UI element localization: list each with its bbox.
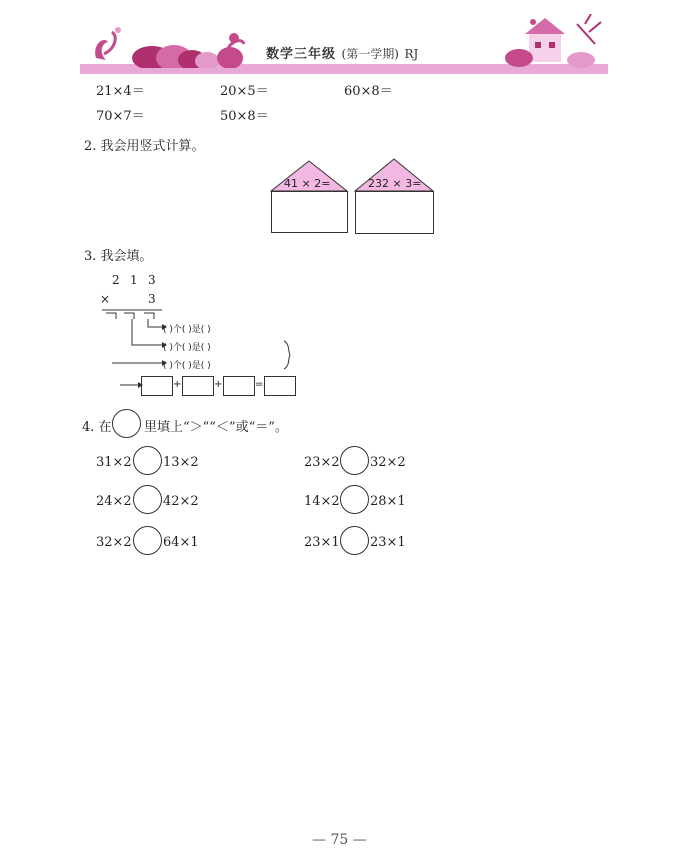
compare-left: 14×2	[304, 494, 340, 509]
compare-right: 23×1	[370, 535, 406, 550]
equals-sign: =	[255, 379, 264, 390]
plus-sign: +	[173, 379, 182, 390]
compare-left: 24×2	[96, 494, 132, 509]
compare-right: 32×2	[370, 455, 406, 470]
page-number: — 75 —	[312, 832, 367, 848]
multiplier: 3	[148, 292, 156, 306]
compare-right: 64×1	[163, 535, 199, 550]
oral-item: 20×5＝	[220, 84, 269, 99]
times-sign: ×	[100, 292, 111, 306]
result-box[interactable]	[264, 376, 296, 396]
sum-box-1[interactable]	[141, 376, 173, 396]
digit-ones: 3	[148, 273, 156, 287]
compare-circle-4[interactable]	[340, 485, 369, 514]
house-2-answer-area[interactable]	[355, 191, 434, 234]
house-1-answer-area[interactable]	[271, 191, 348, 233]
section-2-heading: 2. 我会用竖式计算。	[84, 139, 205, 154]
compare-circle-5[interactable]	[133, 526, 162, 555]
plus-sign: +	[214, 379, 223, 390]
compare-left: 23×1	[304, 535, 340, 550]
compare-left: 23×2	[304, 455, 340, 470]
house-2-expression: 232 × 3=	[368, 177, 422, 190]
oral-item: 70×7＝	[96, 109, 145, 124]
header-title	[266, 43, 418, 62]
brace-icon	[282, 340, 292, 370]
compare-circle-3[interactable]	[133, 485, 162, 514]
house-1-expression: 41 × 2=	[284, 177, 331, 190]
digit-tens: 1	[130, 273, 138, 287]
digit-hundreds: 2	[112, 273, 120, 287]
header-edition: RJ	[404, 47, 419, 61]
header-title-main: 数学三年级	[266, 47, 337, 62]
oral-item: 50×8＝	[220, 109, 269, 124]
compare-circle-1[interactable]	[133, 446, 162, 475]
fill-line-2: ( )个( )是( )	[163, 343, 211, 353]
house-2	[354, 158, 434, 234]
header-subtitle: (第一学期)	[341, 47, 399, 61]
oral-item: 60×8＝	[344, 84, 393, 99]
compare-right: 13×2	[163, 455, 199, 470]
compare-circle-2[interactable]	[340, 446, 369, 475]
section-3-heading: 3. 我会填。	[84, 249, 153, 264]
example-circle-icon	[112, 409, 141, 438]
oral-item: 21×4＝	[96, 84, 145, 99]
fill-line-1: ( )个( )是( )	[163, 325, 211, 335]
sum-box-3[interactable]	[223, 376, 255, 396]
compare-left: 32×2	[96, 535, 132, 550]
compare-right: 42×2	[163, 494, 199, 509]
sum-box-2[interactable]	[182, 376, 214, 396]
house-1	[270, 160, 348, 233]
compare-left: 31×2	[96, 455, 132, 470]
header-left-decoration-icon	[82, 18, 252, 68]
header-right-decoration-icon	[505, 14, 610, 69]
compare-circle-6[interactable]	[340, 526, 369, 555]
compare-right: 28×1	[370, 494, 406, 509]
section-4-heading-pre: 4. 在	[82, 420, 112, 435]
fill-line-3: ( )个( )是( )	[163, 361, 211, 371]
section-4-heading-post: 里填上“＞”“＜”或“＝”。	[144, 420, 288, 435]
